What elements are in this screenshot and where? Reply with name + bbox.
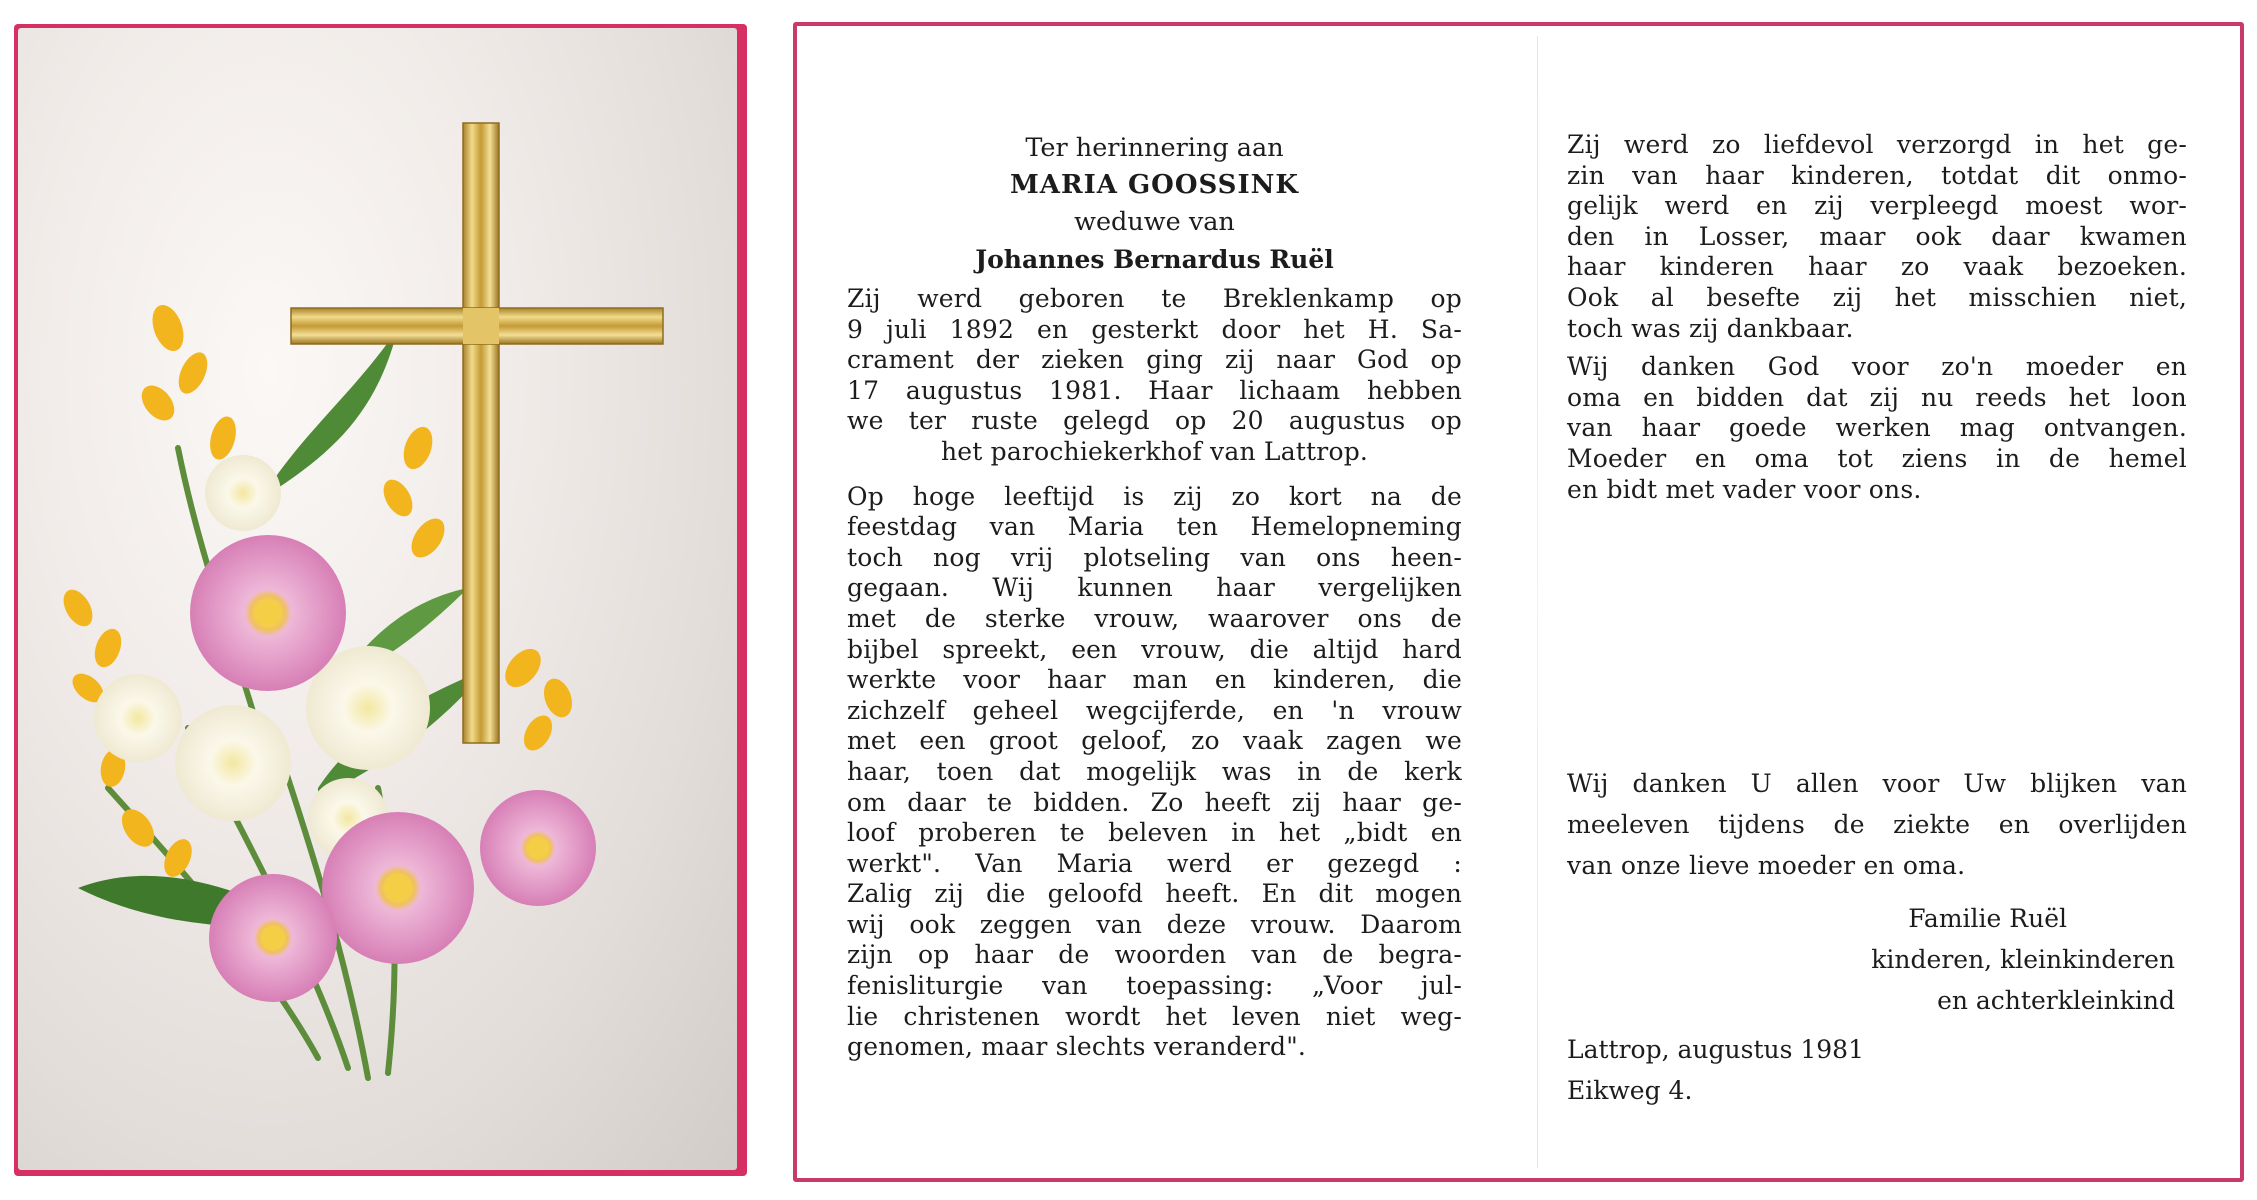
header (847, 130, 1462, 278)
address: Eikweg 4. (1567, 1076, 1693, 1106)
widow-of-line: weduwe van (1074, 207, 1235, 237)
text-line: wij ook zeggen van deze vrouw. Daarom (847, 909, 1462, 939)
text-line: we ter ruste gelegd op 20 augustus op (847, 406, 1462, 436)
text-line: meeleven tijdens de ziekte en overlijden (1567, 810, 2187, 840)
thanks-paragraph (1567, 763, 2187, 886)
text-line: Ook al besefte zij het misschien niet, (1567, 282, 2187, 312)
text-line: crament der zieken ging zij naar God op (847, 345, 1462, 375)
text-line: toch nog vrij plotseling van ons heen- (847, 542, 1462, 572)
family-name: Familie Ruël (1908, 904, 2067, 934)
text-line: werkte voor haar man en kinderen, die (847, 665, 1462, 695)
place-date: Lattrop, augustus 1981 (1567, 1035, 1864, 1065)
text-line: van onze lieve moeder en oma. (1567, 851, 1966, 881)
husband-name: Johannes Bernardus Ruël (975, 245, 1334, 274)
text-line: lie christenen wordt het leven niet weg- (847, 1001, 1462, 1031)
devotional-picture (18, 28, 737, 1170)
text-line: Op hoge leeftijd is zij zo kort na de (847, 481, 1462, 511)
text-line: om daar te bidden. Zo heeft zij haar ge- (847, 787, 1462, 817)
text-line: en bidt met vader voor ons. (1567, 474, 1922, 504)
place-date-block (1567, 1029, 2187, 1111)
bio-paragraph (847, 284, 1462, 468)
text-line: Zij werd zo liefdevol verzorgd in het ge- (1567, 130, 2187, 159)
text-line: het parochiekerkhof van Lattrop. (940, 436, 1369, 466)
card-fold (1537, 36, 1538, 1168)
text-line: den in Losser, maar ook daar kwamen (1567, 221, 2187, 251)
text-line: 9 juli 1892 en gesterkt door het H. Sa- (847, 314, 1462, 344)
text-line: werkt". Van Maria werd er gezegd : (847, 848, 1462, 878)
family-signature (1567, 898, 2187, 1021)
text-line: oma en bidden dat zij nu reeds het loon (1567, 382, 2187, 412)
tribute-paragraph (847, 482, 1462, 1063)
deceased-name: MARIA GOOSSINK (1010, 170, 1299, 200)
intro-line: Ter herinnering aan (1025, 133, 1284, 163)
great-grandchild-line: en achterkleinkind (1937, 986, 2175, 1016)
text-line: haar, toen dat mogelijk was in de kerk (847, 756, 1462, 786)
text-line: Zij werd geboren te Breklenkamp op (847, 284, 1462, 313)
text-line: zijn op haar de woorden van de begra- (847, 940, 1462, 970)
text-line: zin van haar kinderen, totdat dit onmo- (1567, 160, 2187, 190)
text-line: zichzelf geheel wegcijferde, en 'n vrouw (847, 695, 1462, 725)
text-line: Wij danken God voor zo'n moeder en (1567, 352, 2187, 382)
prayer-paragraph (1567, 352, 2187, 505)
text-line: 17 augustus 1981. Haar lichaam hebben (847, 375, 1462, 405)
right-page (1567, 130, 2187, 1111)
text-line: met een groot geloof, zo vaak zagen we (847, 726, 1462, 756)
text-line: feestdag van Maria ten Hemelopneming (847, 512, 1462, 542)
text-line: Moeder en oma tot ziens in de hemel (1567, 443, 2187, 473)
picture-card (14, 24, 747, 1176)
text-line: bijbel spreekt, een vrouw, die altijd hard (847, 634, 1462, 664)
cross-flowers-illustration (18, 28, 737, 1170)
care-paragraph (1567, 130, 2187, 344)
text-line: loof proberen te beleven in het „bidt en (847, 818, 1462, 848)
left-page (847, 130, 1462, 1063)
text-line: fenisliturgie van toepassing: „Voor jul- (847, 971, 1462, 1001)
text-line: genomen, maar slechts veranderd". (847, 1032, 1307, 1062)
text-line: haar kinderen haar zo vaak bezoeken. (1567, 252, 2187, 282)
text-line: van haar goede werken mag ontvangen. (1567, 413, 2187, 443)
text-line: gegaan. Wij kunnen haar vergelijken (847, 573, 1462, 603)
text-line: met de sterke vrouw, waarover ons de (847, 603, 1462, 633)
text-line: gelijk werd en zij verpleegd moest wor- (1567, 191, 2187, 221)
text-line: Zalig zij die geloofd heeft. En dit mogen (847, 879, 1462, 909)
remembrance-card (793, 22, 2244, 1182)
text-line: Wij danken U allen voor Uw blijken van (1567, 769, 2187, 799)
children-line: kinderen, kleinkinderen (1871, 945, 2175, 975)
text-line: toch was zij dankbaar. (1567, 313, 1854, 343)
